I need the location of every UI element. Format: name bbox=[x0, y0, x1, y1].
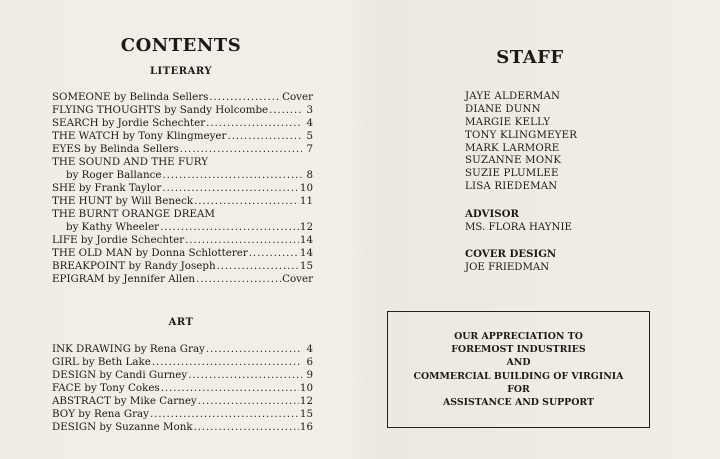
toc-entry-title: THE WATCH by Tony Klingmeyer bbox=[52, 130, 227, 142]
toc-entry bbox=[52, 169, 313, 182]
staff-member-name: MARGIE KELLY bbox=[465, 116, 551, 128]
toc-entry-title: ABSTRACT by Mike Carney bbox=[52, 395, 197, 407]
toc-entry-page: 12 bbox=[299, 221, 313, 233]
cover-design-block bbox=[465, 248, 665, 274]
art-heading: ART bbox=[168, 317, 194, 328]
toc-entry-page: 9 bbox=[306, 369, 313, 381]
toc-entry-page: 7 bbox=[306, 143, 313, 155]
toc-entry-title: THE BURNT ORANGE DREAM bbox=[52, 208, 215, 220]
staff-member-name: SUZIE PLUMLEE bbox=[465, 168, 559, 180]
toc-entry-page: 10 bbox=[299, 382, 313, 394]
art-list bbox=[52, 343, 313, 434]
toc-entry bbox=[52, 221, 313, 234]
dot-leader bbox=[162, 182, 299, 195]
acknowledgement-line: FOR bbox=[507, 383, 530, 395]
toc-entry-title: EYES by Belinda Sellers bbox=[52, 143, 179, 155]
toc-entry-page: Cover bbox=[282, 91, 313, 103]
toc-entry-title: EPIGRAM by Jennifer Allen bbox=[52, 273, 196, 285]
staff-heading: STAFF bbox=[496, 47, 564, 68]
staff-member-name: SUZANNE MONK bbox=[465, 155, 562, 167]
toc-entry-title: BREAKPOINT by Randy Joseph bbox=[52, 260, 216, 272]
toc-entry bbox=[52, 234, 313, 247]
toc-entry-page: Cover bbox=[282, 273, 313, 285]
advisor-name: MS. FLORA HAYNIE bbox=[465, 222, 572, 233]
dot-leader bbox=[162, 169, 302, 182]
toc-entry-page: 14 bbox=[299, 234, 313, 246]
literary-list bbox=[52, 91, 313, 286]
toc-entry bbox=[52, 130, 313, 143]
staff-member-name: DIANE DUNN bbox=[465, 103, 541, 115]
toc-entry bbox=[52, 247, 313, 260]
toc-entry bbox=[52, 408, 313, 421]
toc-entry-title: FACE by Tony Cokes bbox=[52, 382, 160, 394]
acknowledgement-line: FOREMOST INDUSTRIES bbox=[451, 344, 586, 356]
toc-entry-title: THE SOUND AND THE FURY bbox=[52, 156, 209, 168]
advisor-label: ADVISOR bbox=[465, 208, 519, 220]
staff-member-name: MARK LARMORE bbox=[465, 142, 560, 154]
toc-entry-page: 16 bbox=[299, 421, 313, 433]
dot-leader bbox=[206, 117, 302, 130]
toc-entry-title: DESIGN by Suzanne Monk bbox=[52, 421, 193, 433]
dot-leader bbox=[150, 408, 299, 421]
dot-leader bbox=[196, 273, 281, 286]
toc-entry bbox=[52, 369, 313, 382]
dot-leader bbox=[198, 395, 299, 408]
toc-entry bbox=[52, 356, 313, 369]
toc-entry-title: DESIGN by Candi Gurney bbox=[52, 369, 188, 381]
dot-leader bbox=[185, 234, 299, 247]
toc-entry-page: 4 bbox=[306, 343, 313, 355]
toc-entry-page: 11 bbox=[299, 195, 313, 207]
toc-entry-page: 15 bbox=[299, 408, 313, 420]
literary-heading: LITERARY bbox=[150, 66, 212, 77]
toc-entry-title: SEARCH by Jordie Schechter bbox=[52, 117, 206, 129]
toc-entry bbox=[52, 343, 313, 356]
toc-entry bbox=[52, 104, 313, 117]
advisor-block bbox=[465, 208, 665, 234]
toc-entry-page: 10 bbox=[299, 182, 313, 194]
dot-leader bbox=[160, 221, 299, 234]
toc-entry-title: THE HUNT by Will Beneck bbox=[52, 195, 194, 207]
dot-leader bbox=[209, 91, 281, 104]
staff-list bbox=[465, 91, 665, 194]
dot-leader bbox=[161, 382, 299, 395]
toc-entry-title: by Kathy Wheeler bbox=[66, 221, 160, 233]
dot-leader bbox=[249, 247, 299, 260]
toc-entry-page: 3 bbox=[306, 104, 313, 116]
acknowledgement-line: OUR APPRECIATION TO bbox=[454, 330, 583, 342]
toc-entry-page: 12 bbox=[299, 395, 313, 407]
toc-entry bbox=[52, 143, 313, 156]
toc-entry-title: SHE by Frank Taylor bbox=[52, 182, 162, 194]
toc-entry-title: by Roger Ballance bbox=[66, 169, 162, 181]
toc-entry bbox=[52, 260, 313, 273]
acknowledgement-line: AND bbox=[506, 357, 531, 369]
toc-entry-page: 5 bbox=[306, 130, 313, 142]
staff-member-name: TONY KLINGMEYER bbox=[465, 129, 578, 141]
dot-leader bbox=[180, 143, 302, 156]
dot-leader bbox=[188, 369, 302, 382]
toc-entry bbox=[52, 156, 313, 169]
toc-entry bbox=[52, 208, 313, 221]
toc-entry-page: 15 bbox=[299, 260, 313, 272]
dot-leader bbox=[152, 356, 302, 369]
toc-entry-page: 8 bbox=[306, 169, 313, 181]
toc-entry bbox=[52, 182, 313, 195]
toc-entry-title: BOY by Rena Gray bbox=[52, 408, 149, 420]
acknowledgement-line: COMMERCIAL BUILDING OF VIRGINIA bbox=[413, 370, 624, 382]
toc-entry bbox=[52, 91, 313, 104]
dot-leader bbox=[206, 343, 302, 356]
toc-entry-title: FLYING THOUGHTS by Sandy Holcombe bbox=[52, 104, 269, 116]
dot-leader bbox=[217, 260, 299, 273]
toc-entry-title: INK DRAWING by Rena Gray bbox=[52, 343, 205, 355]
toc-entry bbox=[52, 382, 313, 395]
toc-entry-title: SOMEONE by Belinda Sellers bbox=[52, 91, 209, 103]
toc-entry-title: THE OLD MAN by Donna Schlotterer bbox=[52, 247, 248, 259]
toc-entry bbox=[52, 117, 313, 130]
toc-entry-title: GIRL by Beth Lake bbox=[52, 356, 151, 368]
toc-entry-page: 4 bbox=[306, 117, 313, 129]
toc-entry bbox=[52, 421, 313, 434]
cover-design-name: JOE FRIEDMAN bbox=[465, 262, 550, 273]
toc-entry bbox=[52, 273, 313, 286]
toc-entry-page: 14 bbox=[299, 247, 313, 259]
staff-member-name: LISA RIEDEMAN bbox=[465, 181, 558, 193]
acknowledgement-box bbox=[387, 311, 650, 428]
dot-leader bbox=[227, 130, 302, 143]
toc-entry bbox=[52, 395, 313, 408]
cover-design-label: COVER DESIGN bbox=[465, 248, 557, 260]
contents-heading: CONTENTS bbox=[120, 35, 242, 56]
toc-entry bbox=[52, 195, 313, 208]
dot-leader bbox=[269, 104, 302, 117]
toc-entry-page: 6 bbox=[306, 356, 313, 368]
toc-entry-title: LIFE by Jordie Schechter bbox=[52, 234, 185, 246]
dot-leader bbox=[194, 421, 299, 434]
acknowledgement-line: ASSISTANCE AND SUPPORT bbox=[443, 396, 594, 408]
dot-leader bbox=[194, 195, 299, 208]
staff-member-name: JAYE ALDERMAN bbox=[465, 91, 561, 102]
